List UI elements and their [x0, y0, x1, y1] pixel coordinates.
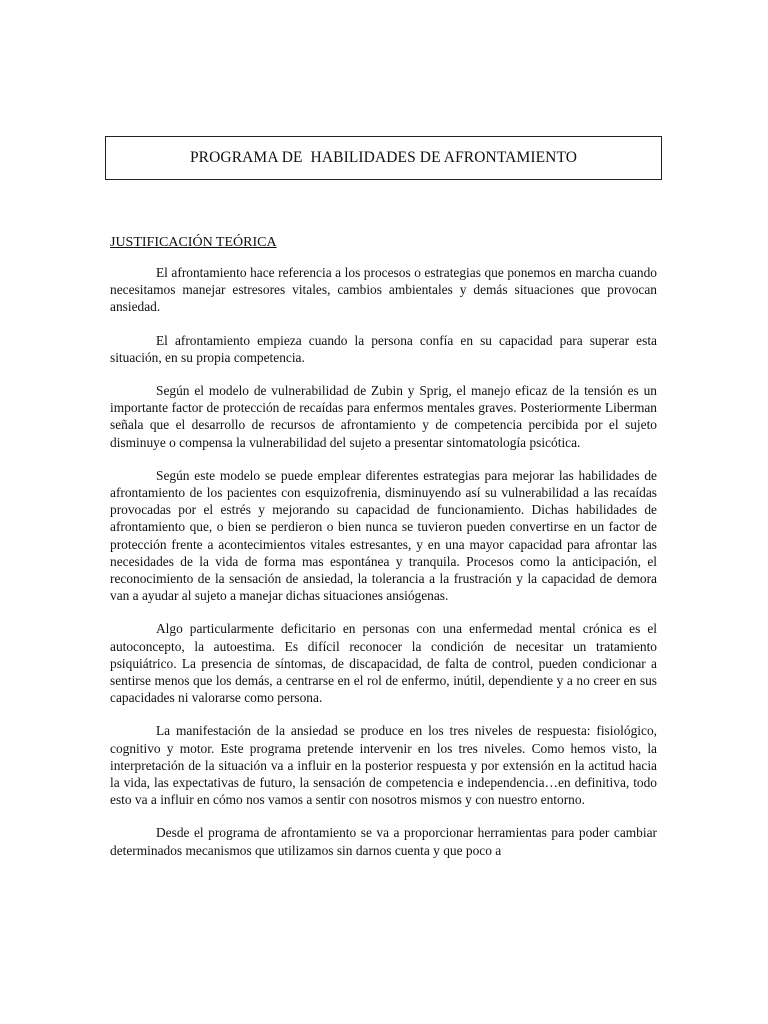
document-title: PROGRAMA DE HABILIDADES DE AFRONTAMIENTO: [189, 149, 578, 166]
section-heading: JUSTIFICACIÓN TEÓRICA: [110, 235, 277, 250]
paragraph: Desde el programa de afrontamiento se va a proporcionar herramientas para poder cambiar determinados mecanismos que utilizamos sin darnos cuenta y que poco a: [110, 825, 657, 858]
document-body: [110, 234, 657, 859]
paragraph: Según este modelo se puede emplear diferentes estrategias para mejorar las habilidades de afrontamiento de los pacientes con esquizofrenia, disminuyendo así su vulnerabilidad a las recaídas provocadas por el estrés y mejorando su capacidad de funcionamiento. Dichas habilidades de afrontamiento que, o bien se perdieron o bien nunca se tuvieron pueden convertirse en un factor de protección frente a acontecimientos vitales estresantes, y en una mayor capacidad para afrontar las necesidades de la vida de forma mas espontánea y tranquila. Procesos como la anticipación, el reconocimiento de la sensación de ansiedad, la tolerancia a la frustración y la capacidad de demora van a ayudar al sujeto a manejar dichas situaciones ansiógenas.: [110, 467, 657, 604]
paragraph: El afrontamiento hace referencia a los procesos o estrategias que ponemos en marcha cuando necesitamos manejar estresores vitales, cambios ambientales y demás situaciones que provocan ansiedad.: [110, 265, 657, 315]
paragraph: El afrontamiento empieza cuando la persona confía en su capacidad para superar esta situación, en su propia competencia.: [110, 332, 657, 365]
paragraph: Algo particularmente deficitario en personas con una enfermedad mental crónica es el autoconcepto, la autoestima. Es difícil reconocer la condición de necesitar un tratamiento psiquiátrico. La presencia de síntomas, de discapacidad, de falta de control, pueden condicionar a sentirse menos que los demás, a centrarse en el rol de enfermo, inútil, dependiente y a no creer en sus capacidades ni valorarse como persona.: [110, 621, 657, 706]
title-box: [105, 136, 662, 180]
paragraph: La manifestación de la ansiedad se produce en los tres niveles de respuesta: fisiológico, cognitivo y motor. Este programa pretende intervenir en los tres niveles. Como hemos visto, la interpretación de la situación va a influir en la posterior respuesta y por extensión en la actitud hacia la vida, las expectativas de futuro, la sensación de competencia e independencia…en definitiva, todo esto va a influir en cómo nos vamos a sentir con nosotros mismos y con nuestro entorno.: [110, 723, 657, 808]
paragraph: Según el modelo de vulnerabilidad de Zubin y Sprig, el manejo eficaz de la tensión es un importante factor de protección de recaídas para enfermos mentales graves. Posteriormente Liberman señala que el desarrollo de recursos de afrontamiento y de competencia percibida por el sujeto disminuye o compensa la vulnerabilidad del sujeto a presentar sintomatología psicótica.: [110, 383, 657, 450]
